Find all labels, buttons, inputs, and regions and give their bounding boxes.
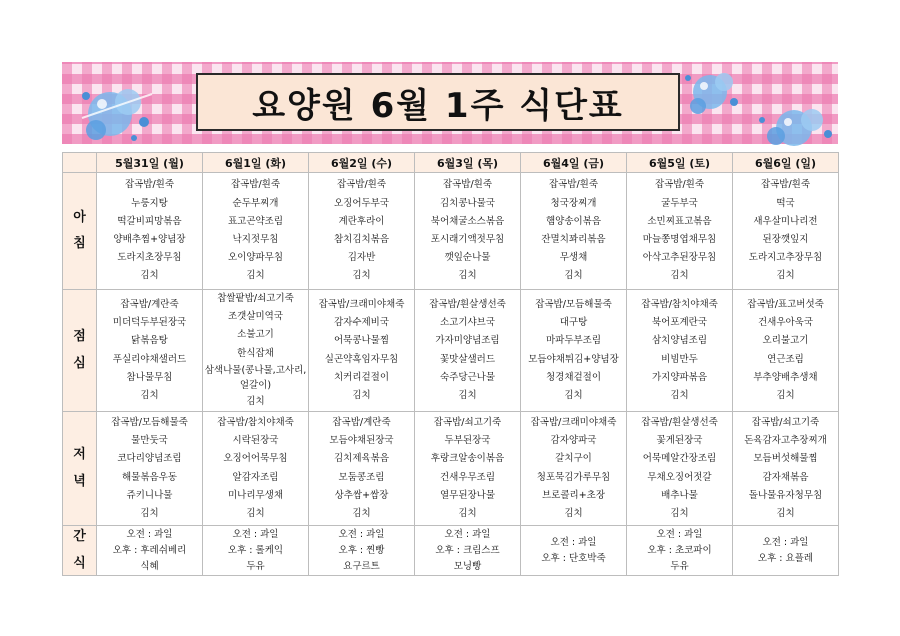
menu-item: 오후 : 단호박죽 — [541, 552, 606, 564]
menu-item: 가지양파볶음 — [651, 371, 708, 383]
menu-item: 코다리양념조림 — [117, 453, 182, 465]
menu-item: 표고곤약조림 — [227, 215, 284, 227]
day-header: 6월6일 (일) — [733, 153, 839, 173]
menu-cell — [415, 290, 521, 412]
day-header: 6월1일 (화) — [203, 153, 309, 173]
menu-item: 잡곡밥/계란죽 — [332, 416, 391, 428]
menu-item: 식혜 — [140, 560, 159, 572]
menu-item: 오전 : 과일 — [550, 536, 597, 548]
menu-item: 두부된장국 — [444, 435, 491, 447]
day-header: 6월4일 (금) — [521, 153, 627, 173]
meal-label-char: 아 — [73, 209, 86, 225]
menu-item: 숙주당근나물 — [439, 371, 496, 383]
menu-item: 떡갈비피망볶음 — [117, 215, 182, 227]
menu-item: 어묵메알간장조림 — [642, 453, 717, 465]
menu-cell — [309, 412, 415, 526]
menu-cell — [97, 290, 203, 412]
menu-item: 김치 — [140, 270, 159, 282]
menu-item: 후랑크알송이볶음 — [430, 453, 505, 465]
breakfast-row — [63, 173, 839, 290]
menu-item: 오후 : 초코파이 — [647, 544, 712, 556]
menu-item: 김치 — [352, 270, 371, 282]
menu-item: 김치 — [776, 270, 795, 282]
corner-cell — [63, 153, 97, 173]
menu-cell — [309, 290, 415, 412]
menu-item: 무채오징어젓갈 — [647, 471, 712, 483]
menu-item: 누룽지탕 — [131, 197, 168, 209]
menu-item: 깻잎순나물 — [444, 252, 491, 264]
menu-cell — [415, 173, 521, 290]
menu-item: 두유 — [670, 560, 689, 572]
meal-label-char: 심 — [73, 355, 86, 371]
menu-cell — [521, 526, 627, 576]
blue-splash-far-right-decoration — [752, 100, 840, 156]
menu-item: 브로콜리+초장 — [541, 489, 606, 501]
menu-item: 김치 — [564, 389, 583, 401]
menu-item: 소불고기 — [237, 329, 274, 341]
menu-item: 오이양파무침 — [227, 252, 284, 264]
menu-item: 잡곡밥/계란죽 — [120, 298, 179, 310]
menu-item: 참치김치볶음 — [333, 234, 390, 245]
meal-label-char: 침 — [73, 236, 86, 251]
meal-label — [63, 173, 97, 290]
day-header: 6월3일 (목) — [415, 153, 521, 173]
dinner-row — [63, 412, 839, 526]
menu-item: 오징어어묵무침 — [223, 453, 288, 465]
blue-splash-left-decoration — [72, 78, 162, 150]
menu-item: 잡곡밥/참치야채죽 — [217, 416, 294, 428]
menu-item: 어묵콩나물찜 — [333, 335, 390, 347]
meal-label-char: 녁 — [73, 473, 86, 489]
menu-cell — [733, 412, 839, 526]
menu-item: 마파두부조림 — [545, 335, 602, 347]
menu-item: 김치제육볶음 — [333, 453, 390, 465]
menu-item: 오전 : 과일 — [126, 528, 173, 540]
menu-item: 잡곡밥/흰죽 — [336, 179, 387, 191]
menu-item: 모닝빵 — [453, 560, 482, 572]
menu-item: 김치 — [670, 389, 689, 401]
menu-item: 오후 : 롤케익 — [227, 544, 284, 556]
blue-splash-right-decoration — [676, 62, 746, 124]
menu-item: 모둠콩조림 — [338, 471, 385, 483]
menu-item: 소고기샤브국 — [439, 317, 496, 329]
menu-item: 알감자조림 — [232, 471, 279, 483]
menu-item: 잡곡밥/쇠고기죽 — [751, 416, 820, 428]
menu-cell — [309, 526, 415, 576]
menu-item: 미더덕두부된장국 — [112, 317, 187, 329]
menu-item: 오후 : 찐빵 — [338, 544, 385, 556]
menu-item: 가자미양념조림 — [435, 335, 500, 347]
menu-item: 포시래기액젓무침 — [430, 234, 505, 245]
menu-item: 오전 : 과일 — [444, 528, 491, 540]
day-header-row — [63, 153, 839, 173]
menu-cell — [521, 173, 627, 290]
menu-item: 오전 : 과일 — [656, 528, 703, 540]
menu-item: 떡국 — [776, 197, 795, 209]
menu-cell — [627, 412, 733, 526]
snack-row — [63, 526, 839, 576]
menu-item: 실곤약흑임자무침 — [324, 353, 399, 365]
menu-cell — [203, 412, 309, 526]
menu-cell — [203, 173, 309, 290]
menu-item: 배추나물 — [661, 489, 698, 501]
menu-item: 김치 — [776, 389, 795, 401]
menu-item: 굴두부국 — [661, 197, 698, 209]
menu-item: 잔멸치꽈리볶음 — [541, 234, 606, 245]
meal-label-char: 식 — [73, 555, 86, 571]
menu-item: 오후 : 요플레 — [757, 552, 814, 564]
menu-item: 잡곡밥/모듬해물죽 — [535, 298, 612, 310]
title-box — [196, 73, 680, 131]
menu-item: 잡곡밥/흰죽 — [548, 179, 599, 191]
menu-item: 상추쌈+쌈장 — [334, 489, 389, 501]
menu-item: 김치 — [352, 389, 371, 401]
menu-item: 마늘쫑명엽채무침 — [642, 234, 717, 245]
menu-item: 돈육감자고추장찌개 — [744, 435, 827, 447]
menu-cell — [415, 412, 521, 526]
meal-label — [63, 290, 97, 412]
menu-cell — [733, 173, 839, 290]
menu-item: 김치 — [246, 395, 265, 407]
menu-item: 김자반 — [347, 252, 376, 264]
menu-cell — [733, 290, 839, 412]
menu-item: 건새우아욱국 — [757, 317, 814, 329]
menu-item: 양배추찜+양념장 — [113, 234, 186, 245]
menu-item: 무생채 — [559, 252, 588, 264]
menu-cell — [97, 412, 203, 526]
menu-item: 북어포계란국 — [651, 317, 708, 329]
menu-item: 오징어두부국 — [333, 197, 390, 209]
menu-item: 된장깻잎지 — [762, 234, 809, 245]
day-header: 6월5일 (토) — [627, 153, 733, 173]
menu-item: 닭볶음탕 — [131, 335, 168, 347]
menu-cell — [97, 173, 203, 290]
menu-item: 참나물무침 — [126, 371, 173, 383]
menu-item: 김치 — [564, 507, 583, 519]
menu-item: 비빔만두 — [661, 353, 698, 365]
menu-item: 삼치양념조림 — [651, 335, 708, 347]
menu-item: 열무된장나물 — [439, 489, 496, 501]
menu-item: 찹쌀팥밥/쇠고기죽 — [217, 293, 294, 304]
meal-label-char: 저 — [73, 447, 86, 463]
menu-cell — [97, 526, 203, 576]
menu-item: 아삭고추된장무침 — [642, 252, 717, 264]
menu-item: 김치콩나물국 — [439, 197, 496, 209]
menu-item: 새우살미나리전 — [753, 215, 818, 227]
menu-item: 갈치구이 — [555, 453, 592, 465]
meal-plan-table — [62, 152, 839, 576]
menu-cell — [415, 526, 521, 576]
menu-item: 잡곡밥/흰죽 — [124, 179, 175, 191]
menu-item: 김치 — [246, 507, 265, 519]
page-title: 요양원 6월 1주 식단표 — [252, 85, 624, 126]
menu-item: 낙지젓무침 — [232, 234, 279, 245]
menu-item: 미나리무생채 — [227, 489, 284, 501]
menu-item: 쥬키니나물 — [126, 489, 173, 501]
menu-item: 김치 — [246, 270, 265, 282]
menu-item: 해물볶음우동 — [121, 471, 178, 483]
menu-item: 김치 — [670, 270, 689, 282]
menu-item: 잡곡밥/참치야채죽 — [641, 298, 718, 310]
menu-item: 잡곡밥/흰죽 — [654, 179, 705, 191]
meal-label-char: 간 — [73, 529, 86, 545]
day-header: 6월2일 (수) — [309, 153, 415, 173]
menu-item: 계란후라이 — [338, 215, 385, 227]
menu-item: 김치 — [352, 507, 371, 519]
menu-item: 김치 — [564, 270, 583, 282]
menu-cell — [733, 526, 839, 576]
menu-item: 건새우무조림 — [439, 471, 496, 483]
menu-item: 북어채굴소스볶음 — [430, 215, 505, 227]
menu-item: 시락된장국 — [232, 435, 279, 447]
menu-item: 김치 — [140, 507, 159, 519]
menu-item: 김치 — [458, 270, 477, 282]
menu-item: 요구르트 — [343, 560, 380, 572]
menu-item: 물만둣국 — [131, 435, 168, 447]
menu-item: 잡곡밥/모듬해물죽 — [111, 416, 188, 428]
menu-cell — [627, 526, 733, 576]
menu-item: 청포묵김가루무침 — [536, 471, 611, 483]
menu-item: 순두부찌개 — [232, 197, 279, 209]
menu-cell — [521, 290, 627, 412]
menu-item: 잡곡밥/흰죽 — [230, 179, 281, 191]
menu-item: 오전 : 과일 — [338, 528, 385, 540]
menu-item: 잡곡밥/흰죽 — [760, 179, 811, 191]
meal-label-char: 점 — [73, 329, 86, 345]
menu-item: 청경채겉절이 — [545, 371, 602, 383]
menu-cell — [627, 173, 733, 290]
menu-item: 잡곡밥/표고버섯죽 — [747, 298, 824, 310]
menu-item: 오전 : 과일 — [232, 528, 279, 540]
day-header: 5월31일 (월) — [97, 153, 203, 173]
menu-item: 모듬야채튀김+양념장 — [528, 353, 619, 365]
menu-item: 잡곡밥/크래미야채죽 — [318, 298, 405, 310]
menu-item: 오전 : 과일 — [762, 536, 809, 548]
menu-item: 연근조림 — [767, 353, 804, 365]
menu-item: 치커리겉절이 — [333, 371, 390, 383]
meal-label — [63, 412, 97, 526]
menu-item: 김치 — [776, 507, 795, 519]
menu-item: 김치 — [670, 507, 689, 519]
menu-cell — [521, 412, 627, 526]
menu-item: 감자양파국 — [550, 435, 597, 447]
menu-item: 조갯살미역국 — [227, 311, 284, 323]
menu-item: 부추양배추생채 — [753, 371, 818, 383]
menu-item: 모듬야채된장국 — [329, 435, 394, 447]
menu-item: 김치 — [140, 389, 159, 401]
menu-item: 꽃게된장국 — [656, 435, 703, 447]
menu-item: 삼색나물(콩나물,고사리,얼갈이) — [204, 364, 307, 391]
menu-item: 감자수제비국 — [333, 317, 390, 329]
menu-item: 꽃맛살샐러드 — [439, 353, 496, 365]
meal-label — [63, 526, 97, 576]
menu-cell — [309, 173, 415, 290]
menu-cell — [627, 290, 733, 412]
menu-item: 잡곡밥/흰살생선죽 — [641, 416, 718, 428]
menu-cell — [203, 290, 309, 412]
menu-item: 잡곡밥/쇠고기죽 — [433, 416, 502, 428]
menu-item: 모듬버섯해물찜 — [753, 453, 818, 465]
menu-item: 대구탕 — [559, 317, 588, 329]
menu-cell — [203, 526, 309, 576]
menu-item: 김치 — [458, 507, 477, 519]
menu-item: 감자채볶음 — [762, 471, 809, 483]
menu-item: 잡곡밥/흰살생선죽 — [429, 298, 506, 310]
menu-item: 소민찌표고볶음 — [647, 215, 712, 227]
lunch-row — [63, 290, 839, 412]
menu-item: 도라지초장무침 — [117, 252, 182, 264]
menu-item: 햄양송이볶음 — [545, 215, 602, 227]
menu-item: 잡곡밥/흰죽 — [442, 179, 493, 191]
menu-item: 오후 : 크림스프 — [435, 544, 500, 556]
menu-item: 잡곡밥/크래미야채죽 — [530, 416, 617, 428]
menu-item: 푸실리야채샐러드 — [112, 353, 187, 365]
menu-item: 오후 : 후레쉬베리 — [112, 544, 187, 556]
menu-item: 김치 — [458, 389, 477, 401]
menu-item: 도라지고추장무침 — [748, 252, 823, 264]
menu-item: 돌나물유자청무침 — [748, 489, 823, 501]
menu-item: 청국장찌개 — [550, 197, 597, 209]
menu-item: 오리불고기 — [762, 335, 809, 347]
menu-item: 두유 — [246, 560, 265, 572]
menu-item: 한식잡채 — [237, 347, 274, 359]
